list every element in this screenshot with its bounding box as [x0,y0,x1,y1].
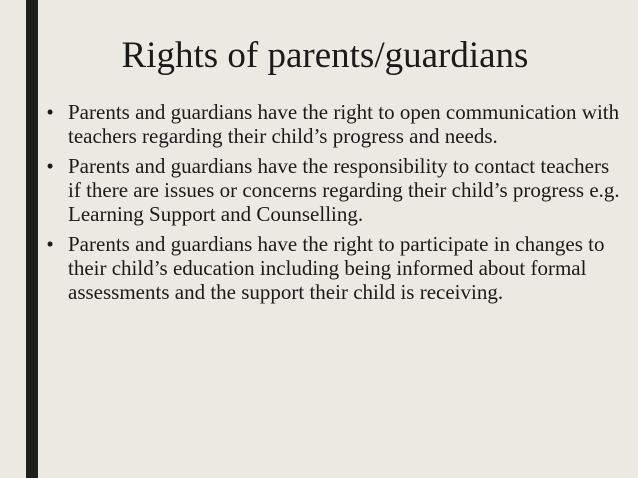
bullet-text: Parents and guardians have the right to participate in changes to their child’s education including being informed about formal assessments and the support their child is receiving. [68,232,605,304]
bullet-item [40,232,625,304]
bullet-list [40,100,625,310]
bullet-icon: • [46,154,54,178]
bullet-text: Parents and guardians have the right to open communication with teachers regarding their child’s progress and needs. [68,100,620,148]
bullet-item [40,100,625,148]
bullet-item [40,154,625,226]
bullet-icon: • [46,232,54,256]
bullet-icon: • [46,100,54,124]
bullet-text: Parents and guardians have the responsibility to contact teachers if there are issues or concerns regarding their child’s progress e.g. Learning Support and Counselling. [68,154,620,226]
slide-title: Rights of parents/guardians [121,35,529,76]
